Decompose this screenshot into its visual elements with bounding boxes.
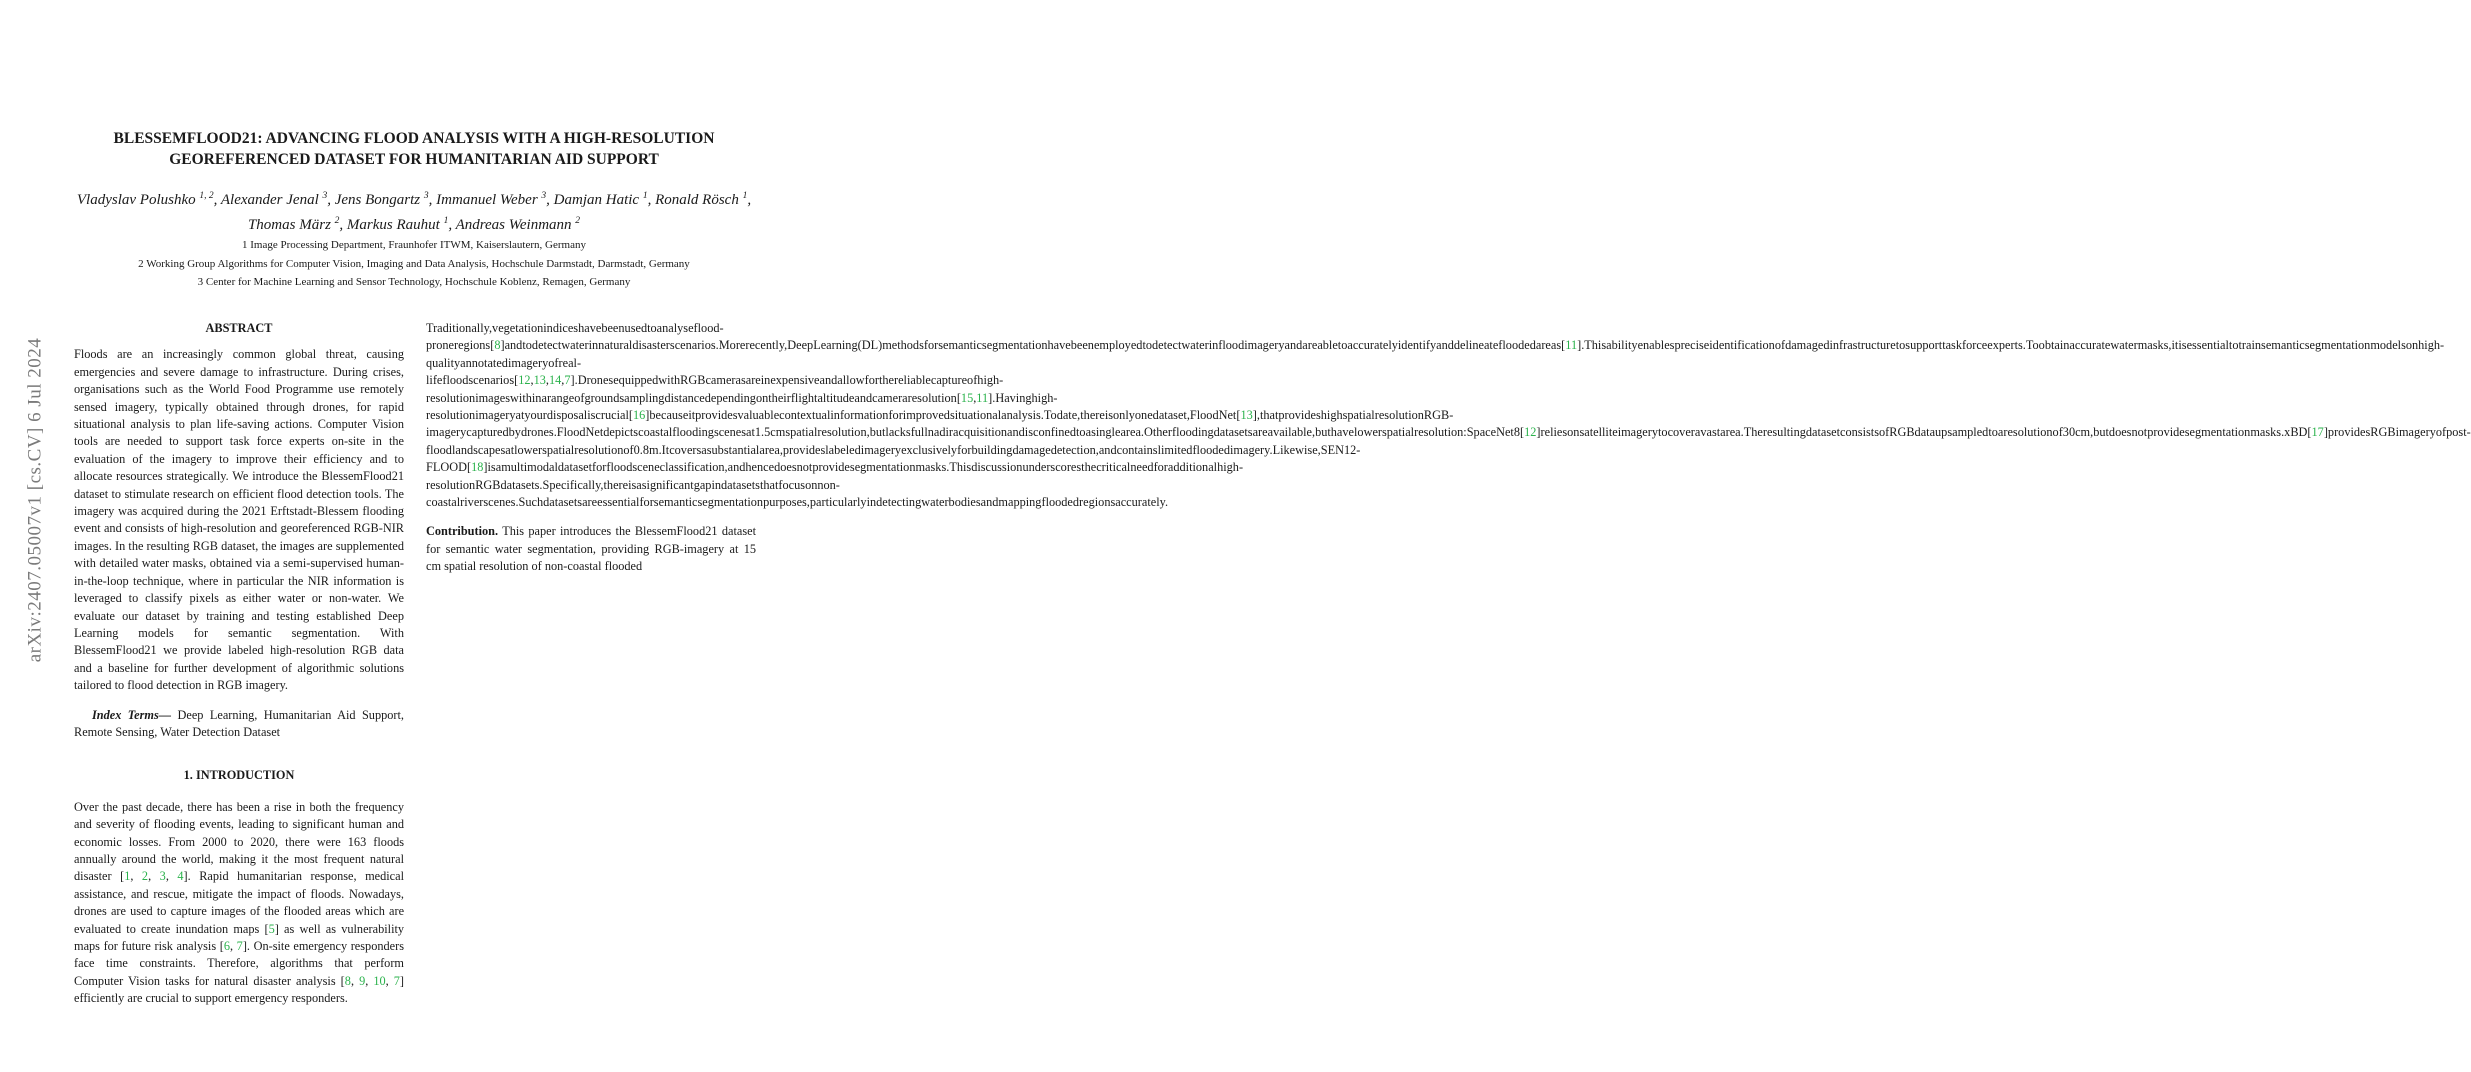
citation-link[interactable]: 16 <box>632 408 646 423</box>
column-left <box>74 320 404 1008</box>
author-affiliation-mark: 3 <box>423 191 429 201</box>
title-line-1: BLESSEMFLOOD21: ADVANCING FLOOD ANALYSIS WITH A HIGH-RESOLUTION <box>113 130 715 147</box>
contribution-text: This paper introduces the BlessemFlood21 dataset for semantic water segmentation, providing RGB-imagery at 15 cm spatial resolution of non-coastal flooded <box>426 524 756 574</box>
arxiv-id: arXiv:2407.05007v1 [cs.CV] 6 Jul 2024 <box>24 337 45 663</box>
citation-link[interactable]: 2 <box>141 869 149 884</box>
citation-link[interactable]: 15 <box>960 390 974 405</box>
citation-link[interactable]: 14 <box>548 373 562 388</box>
author-affiliation-mark: 2 <box>575 216 581 226</box>
affiliation-1: 1 Image Processing Department, Fraunhofer ITWM, Kaiserslautern, Germany <box>242 239 586 251</box>
citation-link[interactable]: 3 <box>159 869 166 884</box>
author-affiliation-mark: 1, 2 <box>199 191 214 201</box>
author-name: Immanuel Weber <box>436 192 538 208</box>
citation-link[interactable]: 7 <box>564 373 571 388</box>
citation-link[interactable]: 9 <box>359 973 366 988</box>
abstract-body: Floods are an increasingly common global threat, causing emergencies and severe damage to infrastructure. During crises, organisations such as the World Food Programme use remotely sensed imagery, typically obtained through drones, for rapid situational analysis to plan life-saving actions. Computer Vision tools are needed to support task force experts on-site in the evaluation of the imagery to improve their efficiency and to allocate resources strategically. We introduce the BlessemFlood21 dataset to stimulate research on efficient flood detection tools. The imagery was acquired during the 2021 Erftstadt-Blessem flooding event and consists of high-resolution and georeferenced RGB-NIR images. In the resulting RGB dataset, the images are supplemented with detailed water masks, obtained via a semi-supervised human-in-the-loop technique, where in particular the NIR information is leveraged to classify pixels as either water or non-water. We evaluate our dataset by training and testing established Deep Learning models for semantic segmentation. With BlessemFlood21 we provide labeled high-resolution RGB data and a baseline for further development of algorithmic solutions tailored to flood detection in RGB imagery. <box>74 347 404 693</box>
citation-link[interactable]: 18 <box>471 460 484 475</box>
introduction-paragraph-part-2: Traditionally,vegetationindiceshavebeenusedtoanalyseflood-proneregions[8]andtodetectwaterinnaturaldisasterscenarios.Morerecently,DeepLearning(DL)methodsforsemanticsegmentationhavebeenemployedtodetectwaterinfloodimageryandareabletoaccuratelyidentifyanddelineatefloodedareas[11].Thisabilityenablespreciseidentificationofdamagedinfrastructuretosupporttaskforceexperts.Toobtainaccuratewatermasks,itisessentialtotrainsemanticsegmentationmodelsonhigh-qualityannotatedimageryofreal-lifefloodscenarios[12,13,14,7].DronesequippedwithRGBcamerasareinexpensiveandallowforthereliablecaptureofhigh-resolutionimageswithinarangeofgroundsamplingdistancedependingontheirflightaltitudeandcameraresolution[15,11].Havinghigh-resolutionimageryatyourdisposaliscrucial[16]becauseitprovidesvaluablecontextualinformationforimprovedsituationalanalysis.Todate,thereisonlyonedataset,FloodNet[13],thatprovideshighspatialresolutionRGB-imagerycapturedbydrones.FloodNetdepictscoastalfloodingscenesat1.5cmspatialresolution,butlacksfullnadiracquisitionandisconfinedtoasinglearea.Otherfloodingdatasetsareavailable,buthavelowerspatialresolution:SpaceNet8[12]reliesonsatelliteimagerytocoveravastarea.TheresultingdatasetconsistsofRGBdataupsampledtoaresolutionof30cm,butdoesnotprovidesegmentationmasks.xBD[17]providesRGBimageryofpost-floodlandscapesatlowerspatialresolutionof0.8m.Itcoversasubstantialarea,provideslabeledimageryexclusivelyforbuildingdamagedetection,andcontainslimitedfloodedimagery.Likewise,SEN12-FLOOD[18]isamultimodaldatasetforfloodsceneclassification,andhencedoesnotprovidesegmentationmasks.Thisdiscussionunderscoresthecriticalneedforadditionalhigh-resolutionRGBdatasets.Specifically,thereisasignificantgapindatasetsthatfocusonnon-coastalriverscenes.Suchdatasetsareessentialforsemanticsegmentationpurposes,particularlyindetectingwaterbodiesandmappingfloodedregionsaccurately. <box>426 321 2471 510</box>
introduction-heading: 1. INTRODUCTION <box>183 768 295 783</box>
index-terms-text: Deep Learning, Humanitarian Aid Support, Remote Sensing, Water Detection Dataset <box>74 707 404 739</box>
author-name: Alexander Jenal <box>220 192 319 208</box>
citation-link[interactable]: 6 <box>223 939 230 953</box>
citation-link[interactable]: 5 <box>268 921 275 936</box>
author-list: Vladyslav Polushko $^{1, 2}$, Alexander Jenal $^3$, Jens Bongartz $^3$, Immanuel Weber $^3$, Damjan Hatic $^1$, Ronald Rösch $^1$, Thomas März $^2$, Markus Rauhut $^1$, Andreas Weinmann $^2$ <box>76 191 752 233</box>
affiliation-3: 3 Center for Machine Learning and Sensor Technology, Hochschule Koblenz, Remagen, Germany <box>197 276 631 288</box>
citation-link[interactable]: 1 <box>124 869 131 884</box>
citation-link[interactable]: 13 <box>533 373 546 388</box>
author-name: Andreas Weinmann <box>455 217 572 233</box>
paper-title <box>80 128 748 170</box>
index-terms-label: Index Terms— <box>92 707 172 722</box>
citation-link[interactable]: 7 <box>236 939 243 953</box>
citation-link[interactable]: 12 <box>1524 425 1537 440</box>
title-line-2: GEOREFERENCED DATASET FOR HUMANITARIAN AID SUPPORT <box>169 151 659 168</box>
author-name: Jens Bongartz <box>334 192 421 208</box>
author-name: Vladyslav Polushko <box>76 192 196 208</box>
author-affiliation-mark: 1 <box>443 216 449 226</box>
column-right <box>426 320 2471 576</box>
author-name: Markus Rauhut <box>346 217 440 233</box>
arxiv-stamp <box>22 300 48 700</box>
index-terms <box>74 707 404 742</box>
affiliation-2: 2 Working Group Algorithms for Computer Vision, Imaging and Data Analysis, Hochschule Darmstadt, Darmstadt, Germany <box>138 257 690 270</box>
contribution-label: Contribution. <box>426 524 499 539</box>
citation-link[interactable]: 7 <box>393 973 400 988</box>
author-name: Thomas März <box>247 217 331 233</box>
citation-link[interactable]: 13 <box>1240 408 1253 423</box>
author-name: Ronald Rösch <box>655 192 739 208</box>
author-name: Damjan Hatic <box>553 192 640 208</box>
introduction-paragraph-part-1: Over the past decade, there has been a rise in both the frequency and severity of flooding events, leading to significant human and economic losses. From 2000 to 2020, there were 163 floods annually around the world, making it the most frequent natural disaster [1, 2, 3, 4]. Rapid humanitarian response, medical assistance, and rescue, mitigate the impact of floods. Nowadays, drones are used to capture images of the flooded areas which are evaluated to create inundation maps [5] as well as vulnerability maps for future risk analysis [6, 7]. On-site emergency responders face time constraints. Therefore, algorithms that perform Computer Vision tasks for natural disaster analysis [8, 9, 10, 7] efficiently are crucial to support emergency responders. <box>74 799 405 1006</box>
citation-link[interactable]: 17 <box>2311 425 2324 440</box>
contribution-paragraph <box>426 523 756 575</box>
author-affiliation-mark: 1 <box>742 191 748 201</box>
abstract-heading: ABSTRACT <box>205 321 273 335</box>
author-affiliation-mark: 1 <box>642 191 648 201</box>
citation-link[interactable]: 10 <box>373 973 386 988</box>
citation-link[interactable]: 8 <box>494 338 501 353</box>
citation-link[interactable]: 8 <box>344 973 351 988</box>
citation-link[interactable]: 4 <box>177 869 184 884</box>
author-affiliation-mark: 2 <box>334 216 340 226</box>
author-affiliation-mark: 3 <box>322 191 328 201</box>
affiliations <box>74 236 754 292</box>
citation-link[interactable]: 11 <box>1565 338 1578 353</box>
citation-link[interactable]: 12 <box>518 373 531 388</box>
author-affiliation-mark: 3 <box>541 191 547 201</box>
citation-link[interactable]: 11 <box>976 390 989 405</box>
